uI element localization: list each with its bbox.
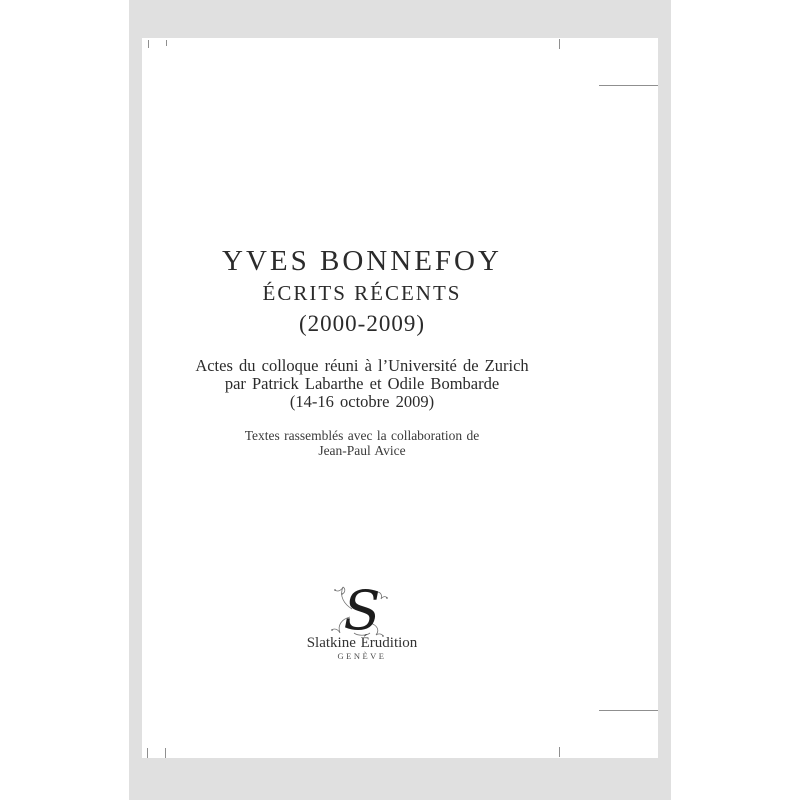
book-title: YVES BONNEFOY	[222, 245, 502, 277]
publisher-name: Slatkine Érudition	[306, 635, 418, 651]
editor-credit-line-2: Jean-Paul Avice	[318, 443, 406, 458]
publisher-logo	[142, 581, 582, 639]
trim-rule-top-right	[599, 85, 658, 86]
publisher-ornate-s-icon	[320, 581, 404, 639]
title-page-text-column	[142, 38, 582, 758]
trim-rule-bottom-right	[599, 710, 658, 711]
colloquium-line-1: Actes du colloque réuni à l’Université de Zurich	[195, 356, 529, 375]
book-title-page	[142, 38, 658, 758]
editor-credit-line-1: Textes rassemblés avec la collaboration de	[244, 428, 480, 443]
publisher-logo-letter: S	[343, 581, 381, 639]
colloquium-description	[142, 357, 582, 411]
editor-credit	[142, 428, 582, 458]
book-period: (2000-2009)	[299, 311, 425, 336]
book-subtitle: ÉCRITS RÉCENTS	[262, 281, 462, 305]
colloquium-line-3: (14-16 octobre 2009)	[289, 392, 435, 411]
colloquium-line-2: par Patrick Labarthe et Odile Bombarde	[224, 374, 500, 393]
publisher-city: GENÈVE	[337, 651, 387, 661]
